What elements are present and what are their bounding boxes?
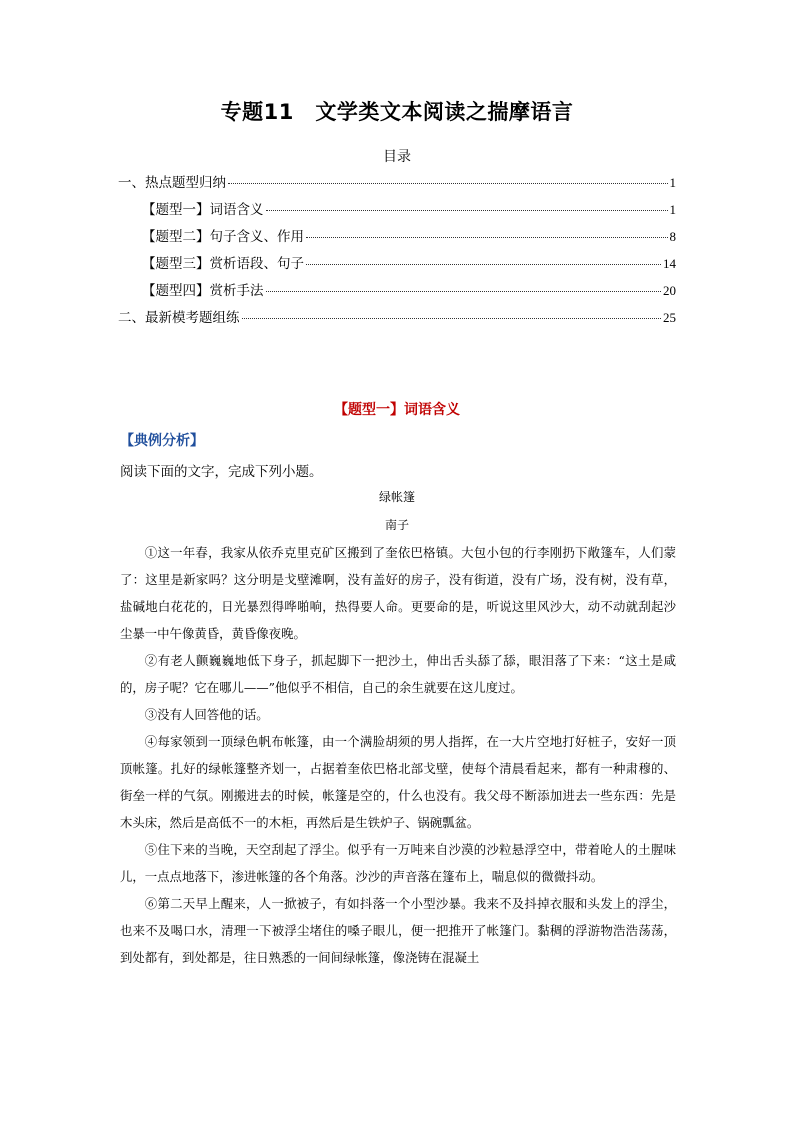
story-paragraph: ②有老人颤巍巍地低下身子，抓起脚下一把沙土，伸出舌头舔了舔，眼泪落了下来：“这土是咸的，房子呢？它在哪儿——”他似乎不相信，自己的余生就要在这儿度过。 xyxy=(120,653,676,695)
story-author: 南子 xyxy=(384,518,409,532)
toc-leader-dots xyxy=(266,290,662,292)
toc-entry-page: 14 xyxy=(663,256,676,271)
toc-entry-label: 一、热点题型归纳 xyxy=(118,175,226,191)
story-title: 绿帐篷 xyxy=(378,490,415,504)
toc-leader-dots xyxy=(242,317,662,319)
toc-entry-page: 20 xyxy=(663,283,676,298)
toc-entry[interactable] xyxy=(118,306,676,333)
toc-entry-label: 二、最新模考题组练 xyxy=(118,310,240,326)
toc-leader-dots xyxy=(266,209,668,211)
document-title: 专题11 文学类文本阅读之揣摩语言 xyxy=(220,100,574,124)
table-of-contents xyxy=(118,171,676,333)
toc-heading: 目录 xyxy=(383,149,411,165)
toc-entry-page: 8 xyxy=(669,229,676,244)
toc-entry-page: 1 xyxy=(669,175,676,190)
story-paragraph: ④每家领到一顶绿色帆布帐篷，由一个满脸胡须的男人指挥，在一大片空地打好桩子，安好一顶顶帐篷。扎好的绿帐篷整齐划一，占据着奎依巴格北部戈壁，使每个清晨看起来，都有一种肃穆的、街垒一样的气氛。刚搬进去的时候，帐篷是空的，什么也没有。我父母不断添加进去一些东西：先是木头床，然后是高低不一的木柜，再然后是生铁炉子、锅碗瓢盆。 xyxy=(120,734,676,830)
toc-entry-label: 【题型二】句子含义、作用 xyxy=(142,229,304,245)
toc-entry-page: 1 xyxy=(669,202,676,217)
toc-entry[interactable] xyxy=(118,252,676,279)
toc-entry[interactable] xyxy=(118,225,676,252)
section-heading: 【题型一】词语含义 xyxy=(334,402,460,418)
toc-entry[interactable] xyxy=(118,198,676,225)
reading-instruction: 阅读下面的文字，完成下列小题。 xyxy=(120,464,323,480)
example-heading: 【典例分析】 xyxy=(120,433,204,449)
toc-leader-dots xyxy=(228,182,668,184)
toc-leader-dots xyxy=(306,236,668,238)
toc-entry-label: 【题型四】赏析手法 xyxy=(142,283,264,299)
story-paragraph: ⑤住下来的当晚，天空刮起了浮尘。似乎有一万吨来自沙漠的沙粒悬浮空中，带着呛人的土腥味儿，一点点地落下，渗进帐篷的各个角落。沙沙的声音落在篷布上，喘息似的微微抖动。 xyxy=(120,842,676,884)
story-paragraph: ①这一年春，我家从依乔克里克矿区搬到了奎依巴格镇。大包小包的行李刚扔下敞篷车，人们蒙了：这里是新家吗？这分明是戈壁滩啊，没有盖好的房子，没有街道，没有广场，没有树，没有草，盐碱地白花花的，日光暴烈得哗啪响，热得要人命。更要命的是，听说这里风沙大，动不动就刮起沙尘暴一中午像黄昏，黄昏像夜晚。 xyxy=(120,545,676,641)
toc-entry-label: 【题型三】赏析语段、句子 xyxy=(142,256,304,272)
toc-entry[interactable] xyxy=(118,279,676,306)
toc-entry-label: 【题型一】词语含义 xyxy=(142,202,264,218)
toc-entry-page: 25 xyxy=(663,310,676,325)
toc-entry[interactable] xyxy=(118,171,676,198)
toc-leader-dots xyxy=(306,263,661,265)
story-paragraph: ⑥第二天早上醒来，人一掀被子，有如抖落一个小型沙暴。我来不及抖掉衣服和头发上的浮尘，也来不及喝口水，清理一下被浮尘堵住的嗓子眼儿，便一把推开了帐篷门。黏稠的浮游物浩浩荡荡，到处都有，到处都是，往日熟悉的一间间绿帐篷，像浇铸在混凝土 xyxy=(120,896,676,965)
story-body xyxy=(120,539,676,971)
story-paragraph: ③没有人回答他的话。 xyxy=(144,707,269,722)
